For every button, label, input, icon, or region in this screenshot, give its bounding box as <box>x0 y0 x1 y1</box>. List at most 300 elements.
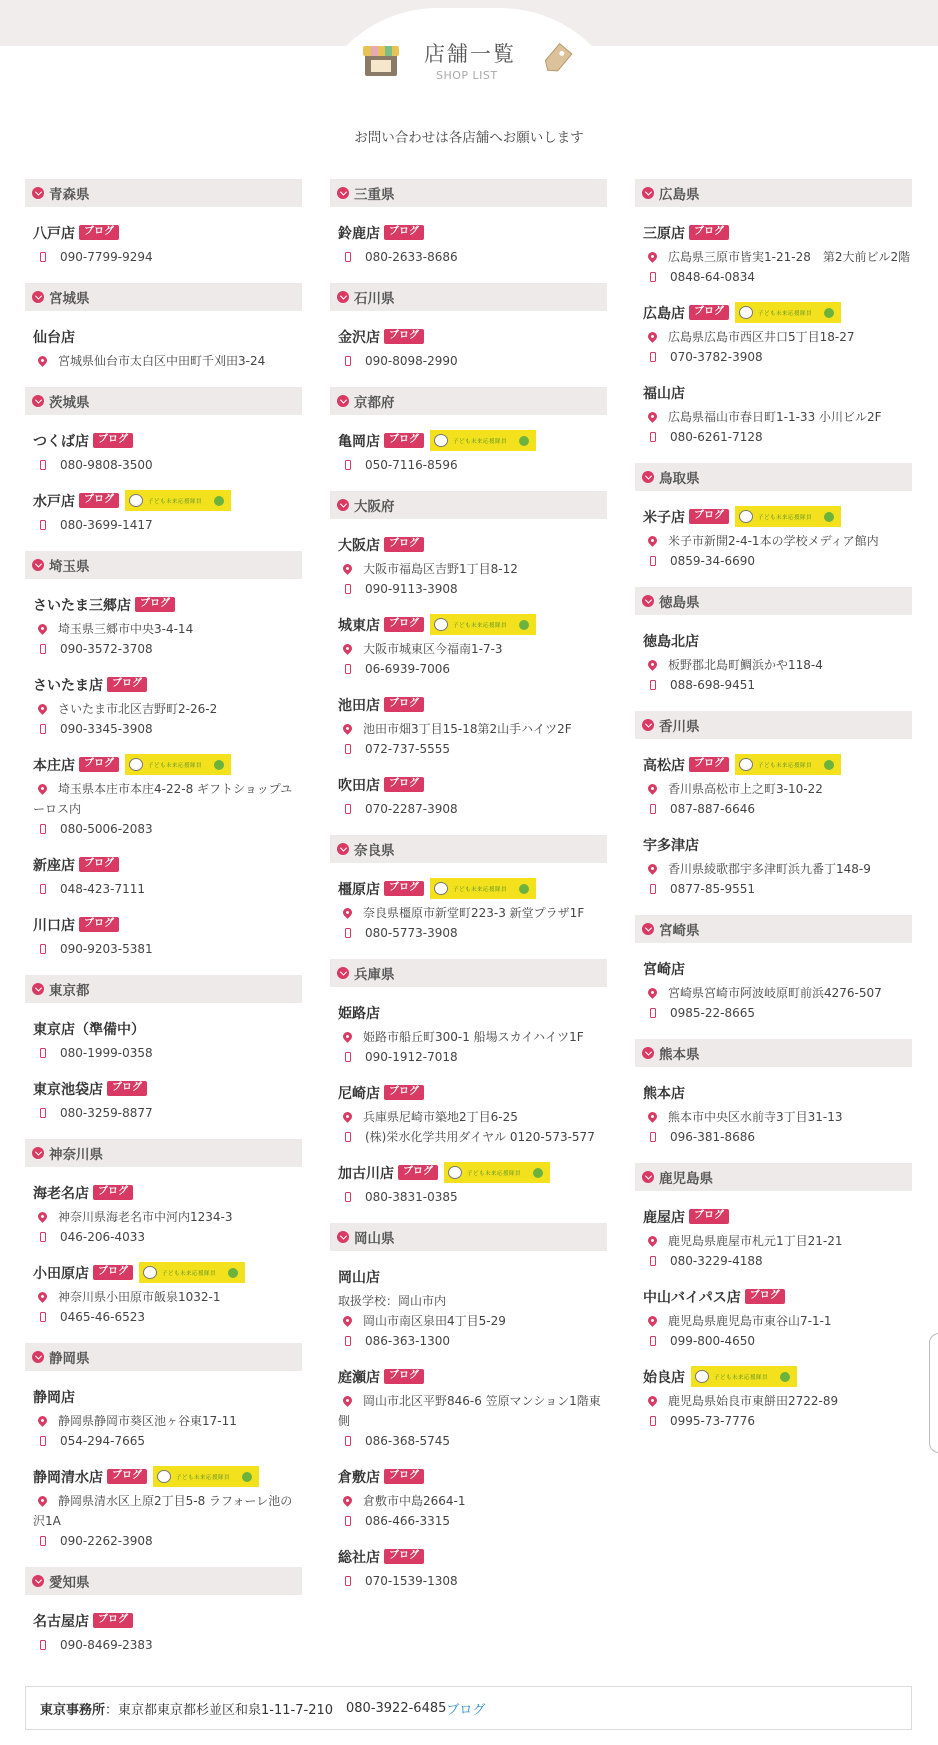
shop-name-row <box>338 1547 607 1566</box>
shop-name-row <box>338 615 607 634</box>
prefecture-header <box>25 1139 302 1167</box>
banner-text: 子ども未来応援隊員 <box>453 438 508 445</box>
blog-badge[interactable]: ブログ <box>93 1265 133 1280</box>
line-text: 046-206-4033 <box>60 1230 146 1244</box>
shop-name-row <box>338 1467 607 1486</box>
shop-name: 名古屋店 <box>33 1613 89 1630</box>
line-text: 090-7799-9294 <box>60 250 153 264</box>
line-text: 0465-46-6523 <box>60 1310 146 1324</box>
shop-entry <box>330 1003 607 1067</box>
blog-badge[interactable]: ブログ <box>689 757 729 772</box>
line-text: 宮城県仙台市太白区中田町千刈田3-24 <box>58 354 266 368</box>
shop-name-row <box>33 1611 302 1630</box>
chevron-circle-icon <box>337 967 349 979</box>
mobile-phone-icon <box>40 644 46 654</box>
line-text: 099-800-4650 <box>670 1334 756 1348</box>
mobile-phone-icon <box>345 1052 351 1062</box>
line-text: 080-2633-8686 <box>365 250 458 264</box>
shop-entry <box>25 1183 302 1247</box>
prefecture-name: 茨城県 <box>49 395 90 411</box>
shop-name: 水戸店 <box>33 493 75 510</box>
shop-name-row <box>338 1163 607 1182</box>
shop-phone <box>643 1411 912 1431</box>
prefecture-header <box>635 587 912 615</box>
blog-badge[interactable]: ブログ <box>93 433 133 448</box>
map-pin-icon <box>646 534 659 547</box>
shop-address <box>643 247 912 267</box>
mobile-phone-icon <box>345 744 351 754</box>
chevron-circle-icon <box>642 471 654 483</box>
blog-badge[interactable]: ブログ <box>384 1085 424 1100</box>
shop-address <box>33 1207 302 1227</box>
shop-name: 高松店 <box>643 757 685 774</box>
line-text: 兵庫県尼崎市築地2丁目6-25 <box>363 1110 518 1124</box>
shop-phone <box>338 579 607 599</box>
blog-badge[interactable]: ブログ <box>689 1209 729 1224</box>
blog-badge[interactable]: ブログ <box>107 677 147 692</box>
shop-phone <box>643 799 912 819</box>
shop-name: 新座店 <box>33 857 75 874</box>
mobile-phone-icon <box>345 252 351 262</box>
blog-badge[interactable]: ブログ <box>79 493 119 508</box>
shop-phone <box>643 267 912 287</box>
shop-phone <box>33 939 302 959</box>
shop-entry <box>25 1019 302 1063</box>
map-pin-icon <box>646 862 659 875</box>
office-blog-link[interactable]: ブログ <box>446 1702 486 1718</box>
banner-text: 子ども未来応援隊員 <box>176 1474 231 1481</box>
leaf-icon <box>242 1472 252 1482</box>
page-subtitle: SHOP LIST <box>436 69 498 82</box>
chevron-circle-icon <box>32 1575 44 1587</box>
shop-name-row <box>33 223 302 242</box>
support-banner[interactable] <box>153 1466 259 1487</box>
chevron-circle-icon <box>32 559 44 571</box>
map-pin-icon <box>646 1110 659 1123</box>
banner-text: 子ども未来応援隊員 <box>758 514 813 521</box>
shop-name: 三原店 <box>643 225 685 242</box>
shop-entry <box>635 1287 912 1351</box>
blog-badge[interactable]: ブログ <box>384 329 424 344</box>
prefecture-name: 神奈川県 <box>49 1147 103 1163</box>
cat-icon <box>434 434 448 447</box>
shop-phone <box>338 1187 607 1207</box>
shop-phone <box>643 879 912 899</box>
support-banner[interactable] <box>430 878 536 899</box>
shop-name: 静岡清水店 <box>33 1469 103 1486</box>
line-text: 087-887-6646 <box>670 802 756 816</box>
chevron-circle-icon <box>337 499 349 511</box>
shop-name-row <box>33 491 302 510</box>
line-text: 080-3259-8877 <box>60 1106 153 1120</box>
blog-badge[interactable]: ブログ <box>745 1289 785 1304</box>
leaf-icon <box>533 1168 543 1178</box>
shop-phone <box>643 1251 912 1271</box>
mobile-phone-icon <box>345 1132 351 1142</box>
blog-badge[interactable]: ブログ <box>689 225 729 240</box>
office-separator: ： <box>105 1702 119 1718</box>
support-banner[interactable] <box>444 1162 550 1183</box>
mobile-phone-icon <box>345 1336 351 1346</box>
shop-name-row <box>338 327 607 346</box>
mobile-phone-icon <box>40 1436 46 1446</box>
shop-entry <box>330 431 607 475</box>
blog-badge[interactable]: ブログ <box>384 881 424 896</box>
shop-entry <box>25 595 302 659</box>
shop-phone <box>33 1531 302 1551</box>
blog-badge[interactable]: ブログ <box>79 857 119 872</box>
blog-badge[interactable]: ブログ <box>79 225 119 240</box>
shop-address <box>33 779 302 819</box>
line-text: 086-363-1300 <box>365 1334 451 1348</box>
shop-address <box>338 903 607 923</box>
shop-phone <box>643 427 912 447</box>
line-text: 神奈川県小田原市飯泉1032-1 <box>58 1290 221 1304</box>
shop-entry <box>25 431 302 475</box>
shop-entry <box>25 223 302 267</box>
shop-phone <box>643 1003 912 1023</box>
line-text: 広島県広島市西区井口5丁目18-27 <box>668 330 855 344</box>
mobile-phone-icon <box>650 556 656 566</box>
shop-name-row <box>643 303 912 322</box>
shop-phone <box>643 675 912 695</box>
mobile-phone-icon <box>650 804 656 814</box>
mobile-phone-icon <box>650 1336 656 1346</box>
shop-name: 庭瀬店 <box>338 1369 380 1386</box>
shop-phone <box>338 1331 607 1351</box>
blog-badge[interactable]: ブログ <box>689 305 729 320</box>
blog-badge[interactable]: ブログ <box>384 697 424 712</box>
shop-name-row <box>643 631 912 650</box>
line-text: 鹿児島県鹿児島市東谷山7-1-1 <box>668 1314 832 1328</box>
line-text: 080-3229-4188 <box>670 1254 763 1268</box>
chevron-circle-icon <box>337 843 349 855</box>
shop-phone <box>33 515 302 535</box>
shop-phone <box>338 739 607 759</box>
shop-address <box>643 1107 912 1127</box>
line-text: 090-9203-5381 <box>60 942 153 956</box>
shop-name: 川口店 <box>33 917 75 934</box>
scroll-handle[interactable] <box>929 1333 938 1453</box>
chevron-circle-icon <box>642 719 654 731</box>
shop-name-row <box>33 1467 302 1486</box>
cat-icon <box>739 510 753 523</box>
shop-phone <box>33 1431 302 1451</box>
shop-name-row <box>33 755 302 774</box>
banner-text: 子ども未来応援隊員 <box>453 622 508 629</box>
prefecture-name: 徳島県 <box>659 595 700 611</box>
shop-name: 始良店 <box>643 1369 685 1386</box>
blog-badge[interactable]: ブログ <box>689 509 729 524</box>
blog-badge[interactable]: ブログ <box>79 917 119 932</box>
blog-badge[interactable]: ブログ <box>384 537 424 552</box>
shop-entry <box>25 1611 302 1655</box>
mobile-phone-icon <box>345 1516 351 1526</box>
support-banner[interactable] <box>430 430 536 451</box>
shop-phone <box>643 1127 912 1147</box>
blog-badge[interactable]: ブログ <box>79 757 119 772</box>
prefecture-header <box>25 975 302 1003</box>
blog-badge[interactable]: ブログ <box>107 1081 147 1096</box>
shop-name: 金沢店 <box>338 329 380 346</box>
prefecture-name: 兵庫県 <box>354 967 395 983</box>
shop-phone <box>338 351 607 371</box>
cat-icon <box>143 1266 157 1279</box>
line-text: 岡山市南区泉田4丁目5-29 <box>363 1314 506 1328</box>
map-pin-icon <box>341 1110 354 1123</box>
mobile-phone-icon <box>40 1536 46 1546</box>
leaf-icon <box>214 760 224 770</box>
blog-badge[interactable]: ブログ <box>384 617 424 632</box>
prefecture-header <box>330 179 607 207</box>
banner-text: 子ども未来応援隊員 <box>148 498 203 505</box>
shop-column-2 <box>330 179 607 1607</box>
mobile-phone-icon <box>345 804 351 814</box>
chevron-circle-icon <box>642 1171 654 1183</box>
line-text: 070-2287-3908 <box>365 802 458 816</box>
shop-entry <box>25 491 302 535</box>
line-text: 096-381-8686 <box>670 1130 756 1144</box>
blog-badge[interactable]: ブログ <box>384 1549 424 1564</box>
prefecture-name: 宮城県 <box>49 291 90 307</box>
map-pin-icon <box>646 1314 659 1327</box>
chevron-circle-icon <box>642 1047 654 1059</box>
shop-address <box>33 699 302 719</box>
shop-name: 東京池袋店 <box>33 1081 103 1098</box>
blog-badge[interactable]: ブログ <box>384 777 424 792</box>
map-pin-icon <box>36 1414 49 1427</box>
leaf-icon <box>228 1268 238 1278</box>
price-tag-icon <box>540 40 576 76</box>
shop-address <box>643 407 912 427</box>
prefecture-header <box>25 1343 302 1371</box>
mobile-phone-icon <box>40 724 46 734</box>
shop-address <box>338 1027 607 1047</box>
line-text: 080-3831-0385 <box>365 1190 458 1204</box>
line-text: 鹿児島県始良市東餅田2722-89 <box>668 1394 839 1408</box>
map-pin-icon <box>36 354 49 367</box>
line-text: 048-423-7111 <box>60 882 146 896</box>
cat-icon <box>434 618 448 631</box>
shop-entry <box>25 1079 302 1123</box>
shop-address <box>643 327 912 347</box>
shop-address <box>33 351 302 371</box>
shop-phone <box>643 347 912 367</box>
chevron-circle-icon <box>642 187 654 199</box>
shop-name: 宮崎店 <box>643 961 685 978</box>
shop-address <box>33 1491 302 1531</box>
mobile-phone-icon <box>40 1048 46 1058</box>
shop-phone <box>643 551 912 571</box>
prefecture-header <box>25 387 302 415</box>
line-text: 池田市畑3丁目15-18第2山手ハイツ2F <box>363 722 572 736</box>
blog-badge[interactable]: ブログ <box>93 1613 133 1628</box>
shop-address <box>643 983 912 1003</box>
shop-entry <box>25 1263 302 1327</box>
mobile-phone-icon <box>345 928 351 938</box>
support-banner[interactable] <box>125 754 231 775</box>
shop-name-row <box>643 1083 912 1102</box>
prefecture-name: 大阪府 <box>354 499 395 515</box>
cat-icon <box>448 1166 462 1179</box>
blog-badge[interactable]: ブログ <box>384 433 424 448</box>
shop-name-row <box>33 855 302 874</box>
shop-name: さいたま店 <box>33 677 103 694</box>
blog-badge[interactable]: ブログ <box>384 225 424 240</box>
shop-phone <box>33 639 302 659</box>
line-text: 大阪市福島区吉野1丁目8-12 <box>363 562 518 576</box>
support-banner[interactable] <box>735 754 841 775</box>
shop-address <box>643 655 912 675</box>
map-pin-icon <box>36 1290 49 1303</box>
chevron-circle-icon <box>32 1147 44 1159</box>
mobile-phone-icon <box>40 824 46 834</box>
shop-name: 徳島北店 <box>643 633 699 650</box>
shop-phone <box>33 879 302 899</box>
line-text: 香川県綾歌郡宇多津町浜九番丁148-9 <box>668 862 871 876</box>
prefecture-name: 熊本県 <box>659 1047 700 1063</box>
prefecture-name: 静岡県 <box>49 1351 90 1367</box>
blog-badge[interactable]: ブログ <box>384 1469 424 1484</box>
line-text: 070-1539-1308 <box>365 1574 458 1588</box>
support-banner[interactable] <box>691 1366 797 1387</box>
shop-name: 鹿屋店 <box>643 1209 685 1226</box>
office-footer <box>25 1686 912 1730</box>
shop-entry <box>330 775 607 819</box>
shop-phone <box>338 1511 607 1531</box>
map-pin-icon <box>646 1234 659 1247</box>
prefecture-header <box>330 1223 607 1251</box>
shop-name-row <box>643 755 912 774</box>
map-pin-icon <box>341 642 354 655</box>
map-pin-icon <box>646 330 659 343</box>
blog-badge[interactable]: ブログ <box>107 1469 147 1484</box>
shop-name-row <box>33 675 302 694</box>
map-pin-icon <box>646 410 659 423</box>
map-pin-icon <box>646 986 659 999</box>
shop-name-row <box>643 1207 912 1226</box>
shop-phone <box>33 1635 302 1655</box>
shop-name: さいたま三郷店 <box>33 597 131 614</box>
mobile-phone-icon <box>650 680 656 690</box>
shop-phone <box>643 1331 912 1351</box>
prefecture-header <box>330 835 607 863</box>
shop-name-row <box>33 431 302 450</box>
chevron-circle-icon <box>32 983 44 995</box>
cat-icon <box>129 758 143 771</box>
shop-address <box>643 779 912 799</box>
shop-entry <box>330 1163 607 1207</box>
support-banner[interactable] <box>735 506 841 527</box>
shop-name: つくば店 <box>33 433 89 450</box>
line-text: 090-1912-7018 <box>365 1050 458 1064</box>
prefecture-header <box>25 179 302 207</box>
shop-name: 岡山店 <box>338 1269 380 1286</box>
mobile-phone-icon <box>40 1108 46 1118</box>
blog-badge[interactable]: ブログ <box>135 597 175 612</box>
prefecture-header <box>635 179 912 207</box>
banner-text: 子ども未来応援隊員 <box>148 762 203 769</box>
shop-name-row <box>338 1083 607 1102</box>
shop-address <box>33 1287 302 1307</box>
mobile-phone-icon <box>650 1132 656 1142</box>
cat-icon <box>695 1370 709 1383</box>
cat-icon <box>739 758 753 771</box>
shop-entry <box>635 755 912 819</box>
mobile-phone-icon <box>40 460 46 470</box>
line-text: 0995-73-7776 <box>670 1414 756 1428</box>
line-text: 080-9808-3500 <box>60 458 153 472</box>
shop-address <box>643 1311 912 1331</box>
line-text: 070-3782-3908 <box>670 350 763 364</box>
mobile-phone-icon <box>40 1312 46 1322</box>
shop-address <box>33 1411 302 1431</box>
prefecture-name: 岡山県 <box>354 1231 395 1247</box>
line-text: 090-3572-3708 <box>60 642 153 656</box>
shop-entry <box>330 535 607 599</box>
blog-badge[interactable]: ブログ <box>93 1185 133 1200</box>
shop-name: 総社店 <box>338 1549 380 1566</box>
line-text: 080-1999-0358 <box>60 1046 153 1060</box>
shop-phone <box>338 1047 607 1067</box>
shop-note: 取扱学校：岡山市内 <box>338 1294 447 1308</box>
shop-name: 尼崎店 <box>338 1085 380 1102</box>
banner-text: 子ども未来応援隊員 <box>758 310 813 317</box>
prefecture-name: 石川県 <box>354 291 395 307</box>
shop-name-row <box>643 223 912 242</box>
chevron-circle-icon <box>337 395 349 407</box>
mobile-phone-icon <box>40 944 46 954</box>
blog-badge[interactable]: ブログ <box>384 1369 424 1384</box>
shop-name: 東京店（準備中） <box>33 1021 145 1038</box>
line-text: 088-698-9451 <box>670 678 756 692</box>
support-banner[interactable] <box>139 1262 245 1283</box>
line-text: 0877-85-9551 <box>670 882 756 896</box>
shop-entry <box>635 1083 912 1147</box>
shop-phone <box>338 455 607 475</box>
line-text: 086-368-5745 <box>365 1434 451 1448</box>
support-banner[interactable] <box>735 302 841 323</box>
shop-name-row <box>33 1019 302 1038</box>
chevron-circle-icon <box>337 1231 349 1243</box>
banner-text: 子ども未来応援隊員 <box>467 1170 522 1177</box>
shop-entry <box>330 1467 607 1531</box>
support-banner[interactable] <box>125 490 231 511</box>
shop-entry <box>635 631 912 695</box>
intro-text: お問い合わせは各店舗へお願いします <box>354 130 584 146</box>
line-text: 板野郡北島町鯛浜かや118-4 <box>668 658 823 672</box>
blog-badge[interactable]: ブログ <box>398 1165 438 1180</box>
shop-name-row <box>643 959 912 978</box>
shop-phone <box>338 923 607 943</box>
shop-name: 加古川店 <box>338 1165 394 1182</box>
shop-entry <box>25 675 302 739</box>
leaf-icon <box>824 760 834 770</box>
shop-address <box>338 1107 607 1127</box>
support-banner[interactable] <box>430 614 536 635</box>
line-text: 090-8098-2990 <box>365 354 458 368</box>
line-text: 086-466-3315 <box>365 1514 451 1528</box>
mobile-phone-icon <box>345 584 351 594</box>
cat-icon <box>739 306 753 319</box>
banner-text: 子ども未来応援隊員 <box>758 762 813 769</box>
map-pin-icon <box>341 1030 354 1043</box>
mobile-phone-icon <box>40 1640 46 1650</box>
shop-entry <box>330 879 607 943</box>
map-pin-icon <box>341 562 354 575</box>
mobile-phone-icon <box>650 1256 656 1266</box>
shop-phone <box>338 1127 607 1147</box>
